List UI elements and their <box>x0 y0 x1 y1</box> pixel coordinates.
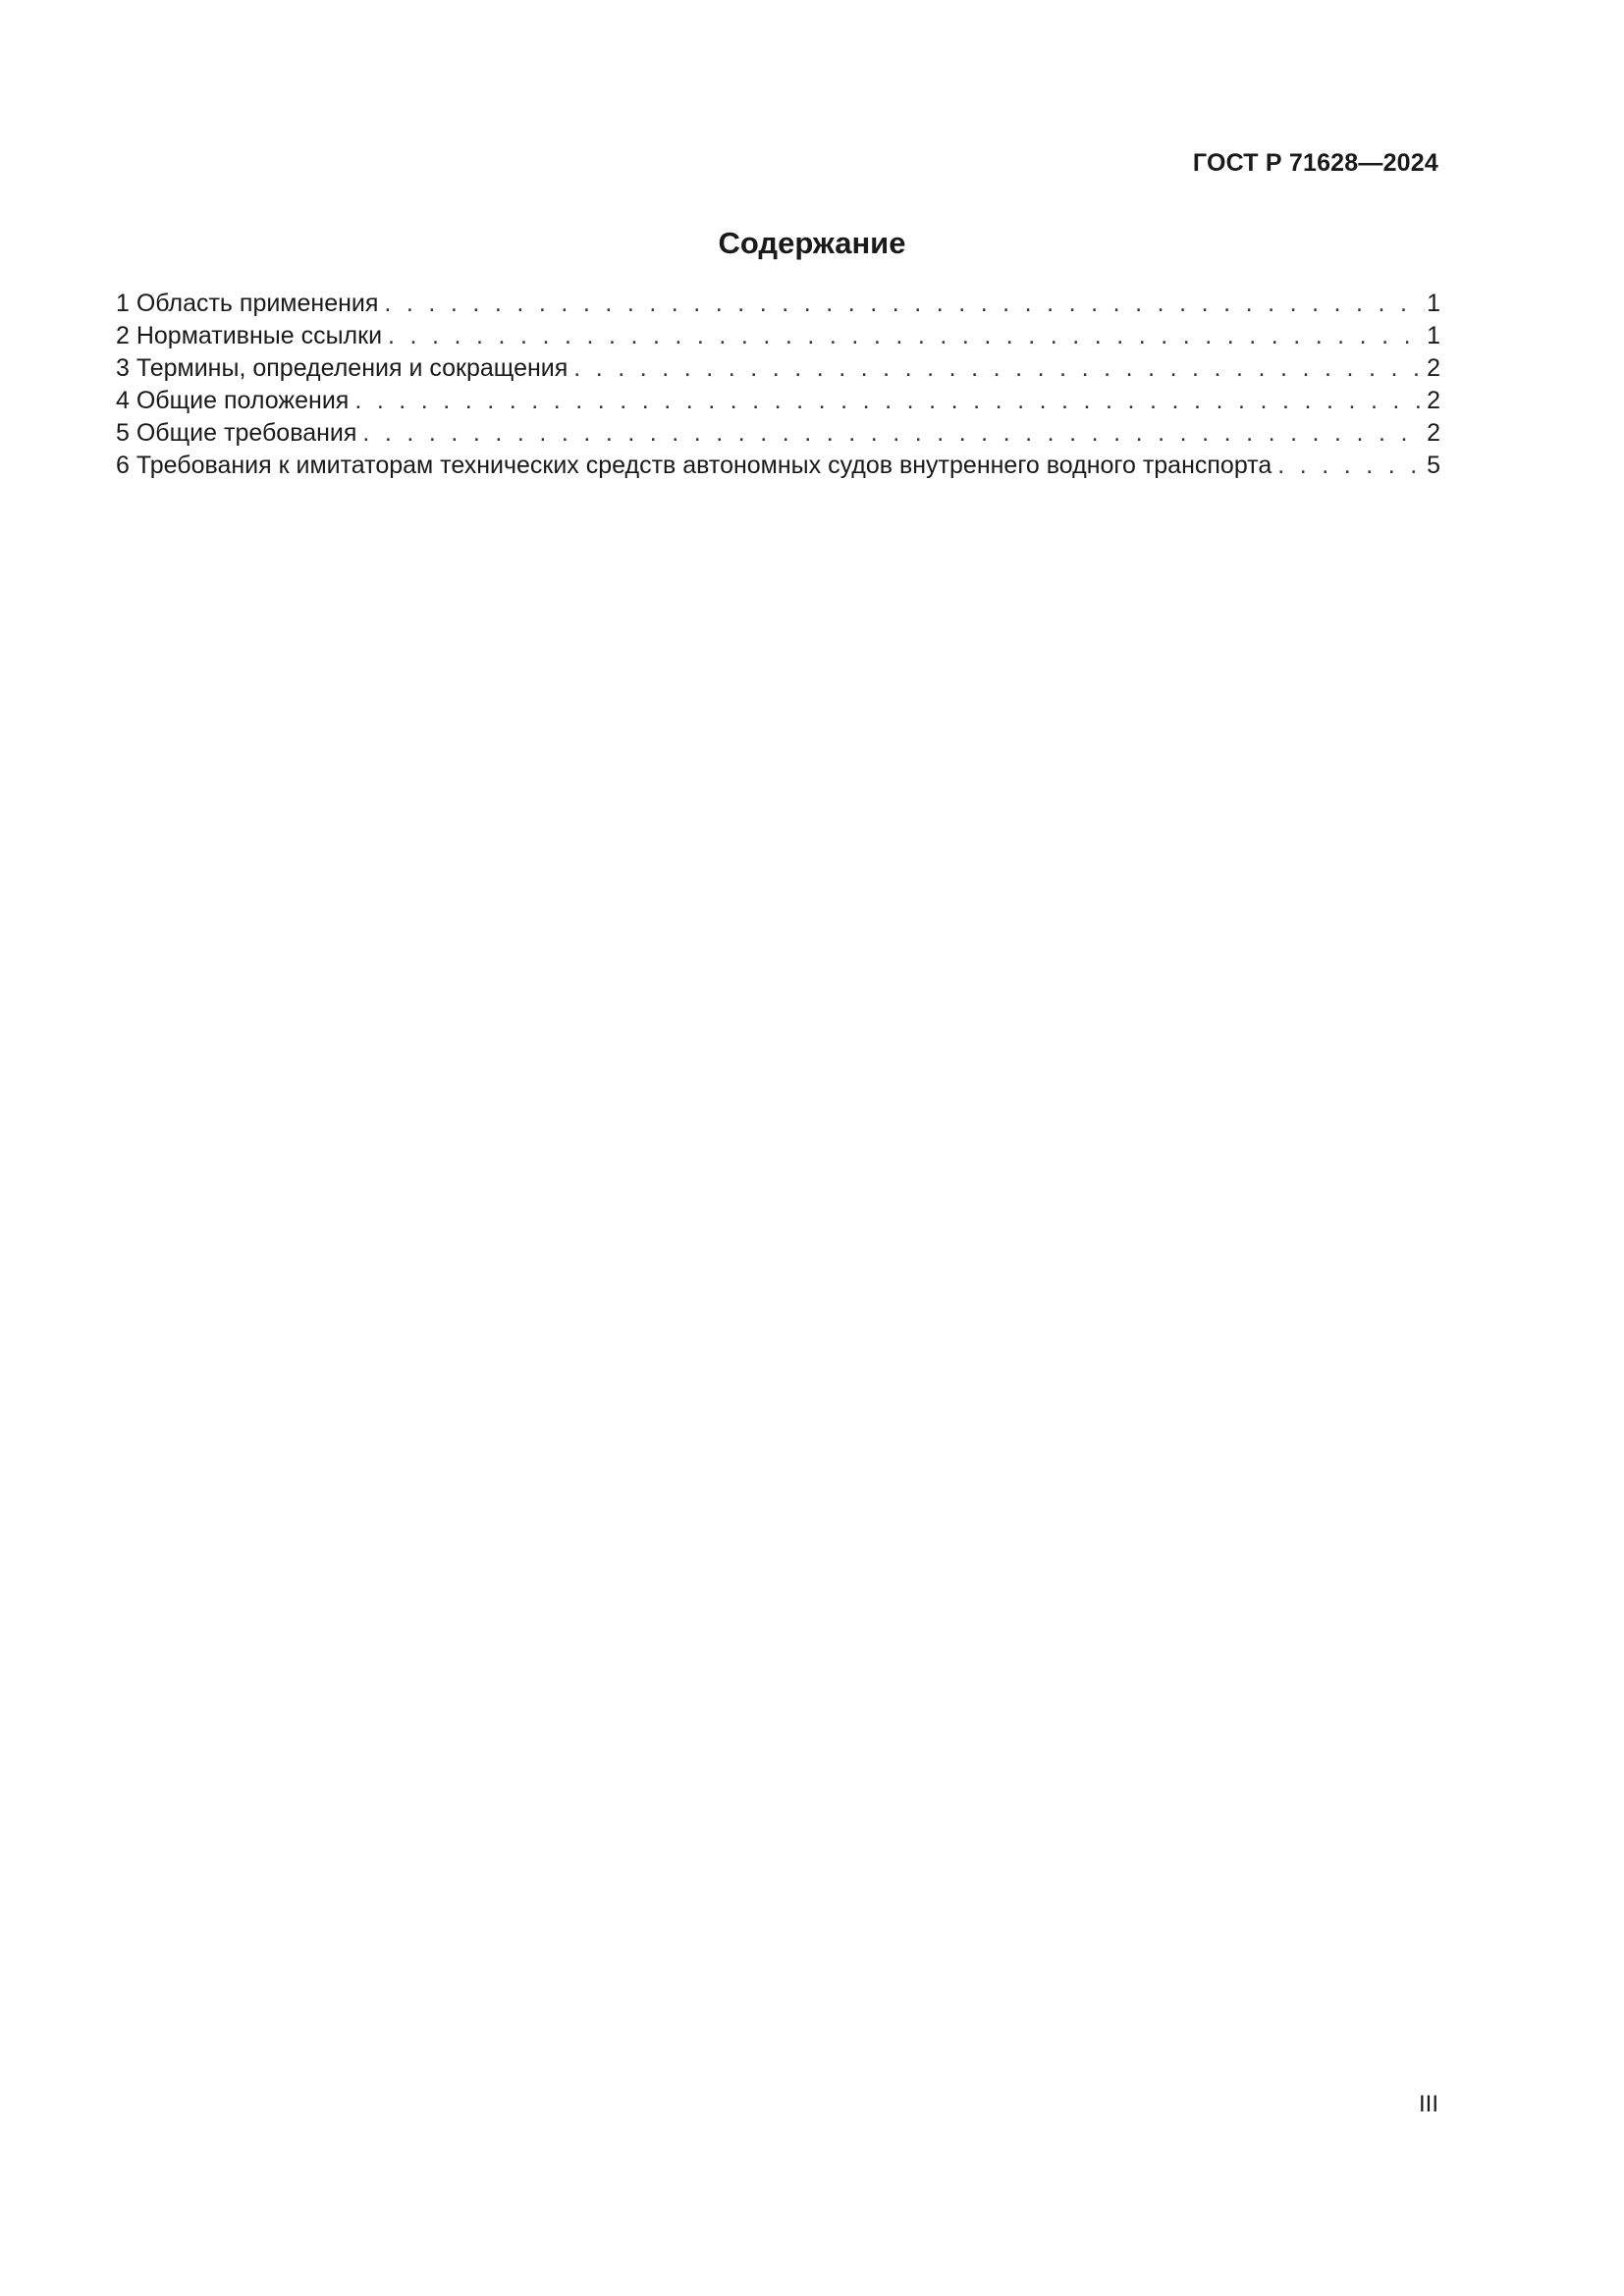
toc-item-page: 2 <box>1427 387 1440 414</box>
toc-item-terms[interactable] <box>116 352 1440 385</box>
toc-title: Содержание <box>718 226 906 260</box>
toc-leader-dots <box>573 352 1425 385</box>
toc-item-page: 2 <box>1427 419 1440 447</box>
toc-item-page: 1 <box>1427 322 1440 349</box>
toc-item-label: 4 Общие положения <box>116 387 350 414</box>
toc-item-label: 1 Область применения <box>116 290 379 317</box>
toc-leader-dots <box>384 288 1425 320</box>
toc-item-scope[interactable] <box>116 288 1440 320</box>
toc-item-page: 2 <box>1427 354 1440 382</box>
toc-leader-dots <box>388 320 1425 352</box>
toc-leader-dots <box>354 385 1425 417</box>
toc-leader-dots <box>362 417 1425 450</box>
toc-item-simulator-requirements[interactable] <box>116 450 1440 482</box>
toc-item-label: 5 Общие требования <box>116 419 357 447</box>
toc-item-label: 3 Термины, определения и сокращения <box>116 354 568 382</box>
toc-item-page: 1 <box>1427 290 1440 317</box>
toc-item-general-requirements[interactable] <box>116 417 1440 450</box>
toc-item-label: 2 Нормативные ссылки <box>116 322 383 349</box>
table-of-contents <box>116 288 1440 482</box>
toc-item-references[interactable] <box>116 320 1440 352</box>
toc-item-page: 5 <box>1427 452 1440 479</box>
toc-item-general-provisions[interactable] <box>116 385 1440 417</box>
toc-leader-dots <box>1277 450 1425 482</box>
page-number: III <box>1418 2091 1438 2117</box>
toc-item-label: 6 Требования к имитаторам технических средств автономных судов внутреннего водного транспорта <box>116 452 1272 479</box>
standard-id: ГОСТ Р 71628—2024 <box>1192 149 1438 177</box>
